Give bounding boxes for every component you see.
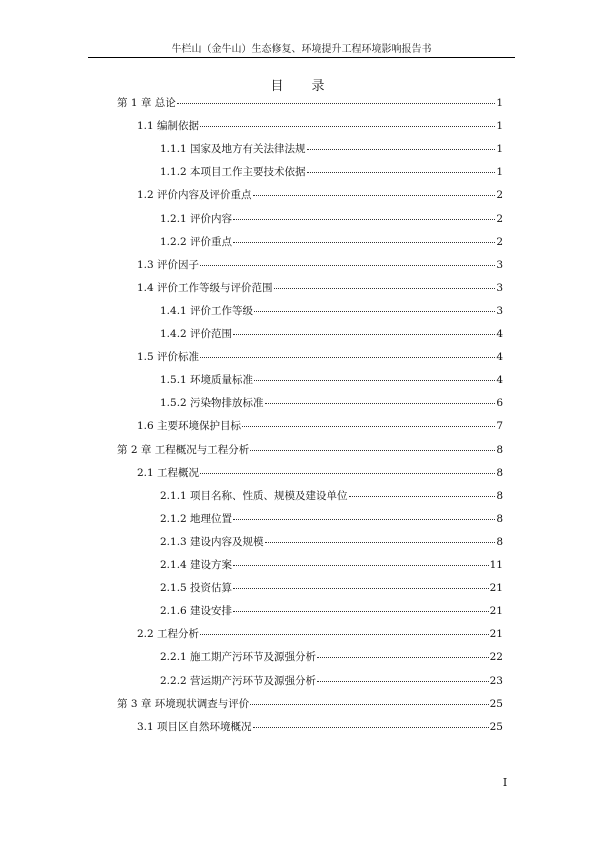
toc-leader-dots bbox=[200, 634, 489, 635]
toc-entry-label: 1.3 评价因子 bbox=[137, 258, 200, 271]
toc-entry-page: 25 bbox=[489, 697, 503, 710]
toc-entry[interactable] bbox=[137, 720, 503, 734]
toc-entry-label: 2.1.5 投资估算 bbox=[160, 582, 233, 595]
toc-entry[interactable] bbox=[160, 674, 503, 688]
toc-leader-dots bbox=[200, 265, 495, 266]
toc-entry-label: 2.1.1 项目名称、性质、规模及建设单位 bbox=[160, 489, 348, 502]
toc-title: 目录 bbox=[270, 79, 353, 94]
toc-entry-label: 1.4 评价工作等级与评价范围 bbox=[137, 281, 273, 294]
toc-leader-dots bbox=[265, 542, 496, 543]
toc-entry[interactable] bbox=[117, 697, 503, 711]
toc-entry-page: 21 bbox=[489, 582, 503, 595]
toc-entry[interactable] bbox=[160, 165, 503, 179]
page-number: I bbox=[502, 776, 508, 789]
toc-entry-label: 2.2.2 营运期产污环节及源强分析 bbox=[160, 674, 317, 687]
toc-entry-label: 1.1.1 国家及地方有关法律法规 bbox=[160, 143, 306, 156]
toc-entry-page: 8 bbox=[496, 466, 503, 479]
toc-leader-dots bbox=[307, 172, 496, 173]
toc-entry[interactable] bbox=[137, 258, 503, 272]
toc-leader-dots bbox=[177, 103, 496, 104]
toc-entry-page: 1 bbox=[496, 166, 503, 179]
toc-entry-label: 3.1 项目区自然环境概况 bbox=[137, 720, 252, 733]
toc-entry-page: 25 bbox=[489, 720, 503, 733]
toc-entry-label: 第 3 章 环境现状调查与评价 bbox=[117, 697, 250, 710]
toc-entry-label: 2.2.1 施工期产污环节及源强分析 bbox=[160, 651, 317, 664]
toc-leader-dots bbox=[233, 565, 489, 566]
toc-entry[interactable] bbox=[160, 489, 503, 503]
toc-entry-page: 22 bbox=[489, 651, 503, 664]
toc-leader-dots bbox=[200, 357, 495, 358]
toc-entry[interactable] bbox=[137, 119, 503, 133]
toc-leader-dots bbox=[242, 426, 495, 427]
toc-entry-label: 第 1 章 总论 bbox=[117, 97, 176, 109]
toc-entry[interactable] bbox=[160, 212, 503, 226]
toc-leader-dots bbox=[233, 334, 495, 335]
toc-entry-label: 2.1 工程概况 bbox=[137, 466, 200, 479]
toc-entry-page: 4 bbox=[496, 351, 503, 364]
toc-entry-page: 2 bbox=[496, 189, 503, 202]
toc-entry-page: 8 bbox=[496, 443, 503, 456]
toc-entry-page: 6 bbox=[496, 397, 503, 410]
running-header: 牛栏山（金牛山）生态修复、环境提升工程环境影响报告书 bbox=[171, 44, 432, 55]
toc-leader-dots bbox=[250, 704, 488, 705]
toc-entry-page: 2 bbox=[496, 235, 503, 248]
toc-entry[interactable] bbox=[137, 419, 503, 433]
toc-entry-label: 2.1.2 地理位置 bbox=[160, 512, 233, 525]
toc-entry-label: 1.6 主要环境保护目标 bbox=[137, 420, 242, 433]
toc-entry-page: 8 bbox=[496, 512, 503, 525]
toc-entry-page: 7 bbox=[496, 420, 503, 433]
toc-entry-page: 3 bbox=[496, 258, 503, 271]
toc-entry-label: 第 2 章 工程概况与工程分析 bbox=[117, 443, 250, 456]
toc-entry-page: 2 bbox=[496, 212, 503, 225]
toc-entry-label: 2.2 工程分析 bbox=[137, 628, 200, 641]
toc-entry[interactable] bbox=[117, 443, 503, 457]
toc-leader-dots bbox=[233, 611, 489, 612]
toc-entry-label: 2.1.6 建设安排 bbox=[160, 605, 233, 618]
toc-leader-dots bbox=[254, 380, 495, 381]
toc-leader-dots bbox=[317, 681, 489, 682]
toc-entry-page: 3 bbox=[496, 281, 503, 294]
toc-entry[interactable] bbox=[160, 235, 503, 249]
toc-leader-dots bbox=[233, 242, 495, 243]
toc-leader-dots bbox=[233, 588, 489, 589]
toc-leader-dots bbox=[233, 519, 495, 520]
toc-leader-dots bbox=[200, 126, 495, 127]
toc-entry[interactable] bbox=[160, 650, 503, 664]
toc-entry[interactable] bbox=[160, 535, 503, 549]
toc-entry-page: 8 bbox=[496, 535, 503, 548]
toc-entry-page: 11 bbox=[489, 559, 503, 571]
toc-leader-dots bbox=[250, 450, 495, 451]
toc-entry[interactable] bbox=[137, 350, 503, 364]
toc-leader-dots bbox=[349, 496, 496, 497]
toc-entry-page: 1 bbox=[496, 143, 503, 156]
toc-leader-dots bbox=[265, 403, 496, 404]
toc-leader-dots bbox=[254, 311, 495, 312]
toc-entry[interactable] bbox=[160, 512, 503, 526]
toc-entry-label: 1.5 评价标准 bbox=[137, 351, 200, 364]
toc-entry-page: 21 bbox=[489, 605, 503, 618]
toc-leader-dots bbox=[307, 149, 496, 150]
toc-entry-page: 3 bbox=[496, 304, 503, 317]
toc-entry-label: 1.4.1 评价工作等级 bbox=[160, 304, 254, 317]
toc-entry-page: 4 bbox=[496, 328, 503, 340]
toc-entry-label: 1.2.2 评价重点 bbox=[160, 235, 233, 248]
toc-entry[interactable] bbox=[137, 627, 503, 641]
toc-entry-label: 1.5.1 环境质量标准 bbox=[160, 374, 254, 387]
header-rule bbox=[88, 57, 515, 58]
toc-entry-label: 1.2 评价内容及评价重点 bbox=[137, 189, 252, 202]
toc-entry-label: 1.5.2 污染物排放标准 bbox=[160, 397, 264, 410]
toc-entry-label: 1.2.1 评价内容 bbox=[160, 212, 233, 225]
toc-entry[interactable] bbox=[160, 327, 503, 341]
toc-leader-dots bbox=[274, 288, 496, 289]
toc-entry-label: 1.4.2 评价范围 bbox=[160, 328, 233, 340]
toc-entry[interactable] bbox=[160, 142, 503, 156]
toc-entry[interactable] bbox=[160, 396, 503, 410]
toc-leader-dots bbox=[253, 727, 489, 728]
toc-leader-dots bbox=[317, 657, 489, 658]
toc-entry[interactable] bbox=[160, 558, 503, 572]
toc-entry[interactable] bbox=[160, 604, 503, 618]
toc-leader-dots bbox=[253, 195, 496, 196]
toc-entry[interactable] bbox=[137, 466, 503, 480]
toc-entry-page: 1 bbox=[496, 120, 503, 133]
toc-entry[interactable] bbox=[137, 188, 503, 202]
toc-leader-dots bbox=[200, 473, 495, 474]
toc-entry[interactable] bbox=[160, 304, 503, 318]
toc-leader-dots bbox=[233, 219, 495, 220]
toc-entry-page: 21 bbox=[489, 628, 503, 641]
toc-entry-page: 1 bbox=[496, 97, 503, 109]
toc-entry-label: 2.1.4 建设方案 bbox=[160, 559, 233, 571]
toc-entry-label: 1.1 编制依据 bbox=[137, 120, 200, 133]
toc-entry[interactable] bbox=[137, 281, 503, 295]
toc-entry-label: 1.1.2 本项目工作主要技术依据 bbox=[160, 166, 306, 179]
toc-entry-page: 23 bbox=[489, 674, 503, 687]
toc-entry[interactable] bbox=[117, 96, 503, 110]
toc-entry[interactable] bbox=[160, 373, 503, 387]
toc-entry-page: 4 bbox=[496, 374, 503, 387]
toc-entry[interactable] bbox=[160, 581, 503, 595]
toc-entry-label: 2.1.3 建设内容及规模 bbox=[160, 535, 264, 548]
toc-entry-page: 8 bbox=[496, 489, 503, 502]
